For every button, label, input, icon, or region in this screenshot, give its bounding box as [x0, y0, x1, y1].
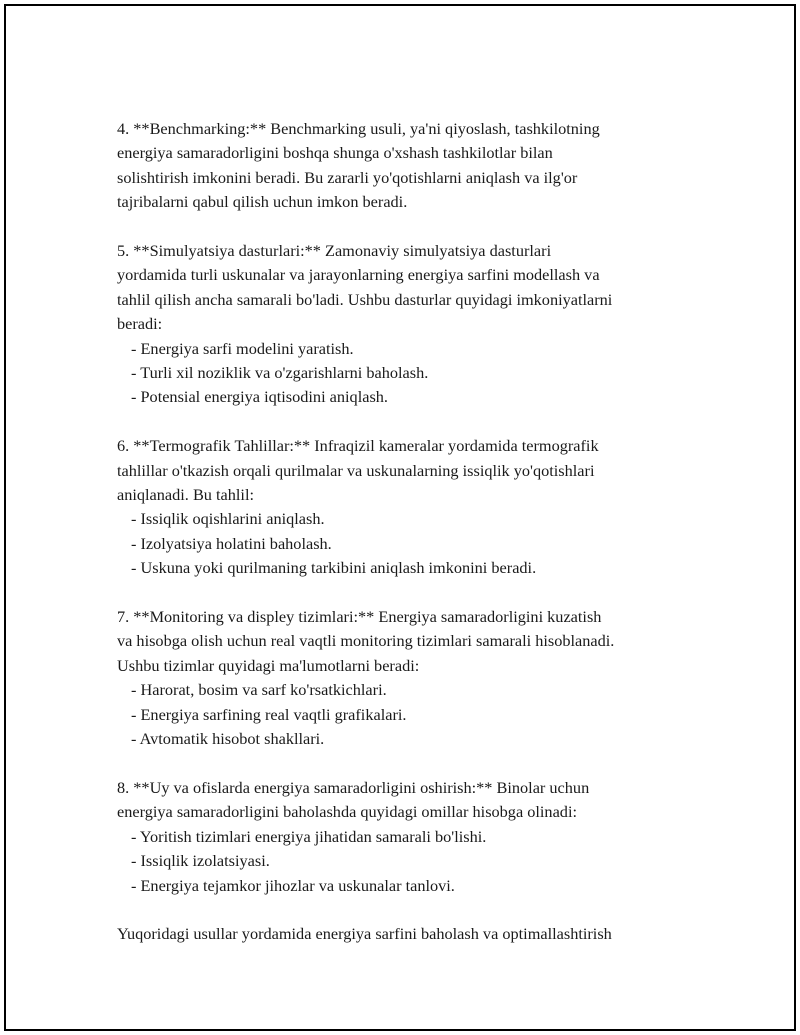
- bullet-item: - Turli xil noziklik va o'zgarishlarni baholash.: [131, 363, 429, 383]
- text-line: 8. **Uy va ofislarda energiya samaradorligini oshirish:** Binolar uchun: [117, 777, 590, 797]
- text-line: solishtirish imkonini beradi. Bu zararli yo'qotishlarni aniqlash va ilg'or: [117, 167, 578, 187]
- bullet-item: - Potensial energiya iqtisodini aniqlash.: [131, 387, 388, 407]
- bullet-item: - Izolyatsiya holatini baholash.: [131, 533, 332, 553]
- paragraph-buildings: [117, 776, 717, 898]
- paragraph-monitoring: [117, 605, 717, 751]
- text-line: energiya samaradorligini baholashda quyidagi omillar hisobga olinadi:: [117, 802, 577, 822]
- bullet-item: - Energiya tejamkor jihozlar va uskunalar tanlovi.: [131, 875, 455, 895]
- bullet-item: - Energiya sarfi modelini yaratish.: [131, 338, 354, 358]
- paragraph-thermography: [117, 434, 717, 580]
- bullet-item: - Issiqlik izolatsiyasi.: [131, 851, 270, 871]
- text-line: 7. **Monitoring va displey tizimlari:** Energiya samaradorligini kuzatish: [117, 607, 602, 627]
- paragraph-benchmarking: [117, 117, 717, 215]
- text-line: Yuqoridagi usullar yordamida energiya sarfini baholash va optimallashtirish: [117, 924, 612, 944]
- text-line: 6. **Termografik Tahlillar:** Infraqizil kameralar yordamida termografik: [117, 436, 599, 456]
- text-line: 5. **Simulyatsiya dasturlari:** Zamonaviy simulyatsiya dasturlari: [117, 241, 552, 261]
- text-line: tahlillar o'tkazish orqali qurilmalar va uskunalarning issiqlik yo'qotishlari: [117, 460, 595, 480]
- paragraph-conclusion: [117, 922, 717, 946]
- bullet-item: - Harorat, bosim va sarf ko'rsatkichlari.: [131, 680, 387, 700]
- text-line: energiya samaradorligini boshqa shunga o'xshash tashkilotlar bilan: [117, 143, 553, 163]
- text-line: tajribalarni qabul qilish uchun imkon beradi.: [117, 192, 408, 212]
- bullet-item: - Yoritish tizimlari energiya jihatidan samarali bo'lishi.: [131, 826, 487, 846]
- text-line: tahlil qilish ancha samarali bo'ladi. Ushbu dasturlar quyidagi imkoniyatlarni: [117, 289, 613, 309]
- bullet-item: - Issiqlik oqishlarini aniqlash.: [131, 509, 325, 529]
- text-line: 4. **Benchmarking:** Benchmarking usuli, ya'ni qiyoslash, tashkilotning: [117, 119, 600, 138]
- text-line: beradi:: [117, 314, 163, 334]
- text-line: aniqlanadi. Bu tahlil:: [117, 485, 255, 505]
- text-line: va hisobga olish uchun real vaqtli monitoring tizimlari samarali hisoblanadi.: [117, 631, 615, 651]
- text-line: Ushbu tizimlar quyidagi ma'lumotlarni beradi:: [117, 655, 420, 675]
- document-body: [117, 117, 717, 971]
- bullet-item: - Avtomatik hisobot shakllari.: [131, 729, 325, 749]
- bullet-item: - Energiya sarfining real vaqtli grafikalari.: [131, 704, 407, 724]
- bullet-item: - Uskuna yoki qurilmaning tarkibini aniqlash imkonini beradi.: [131, 558, 537, 578]
- text-line: yordamida turli uskunalar va jarayonlarning energiya sarfini modellash va: [117, 265, 600, 285]
- paragraph-simulation: [117, 239, 717, 410]
